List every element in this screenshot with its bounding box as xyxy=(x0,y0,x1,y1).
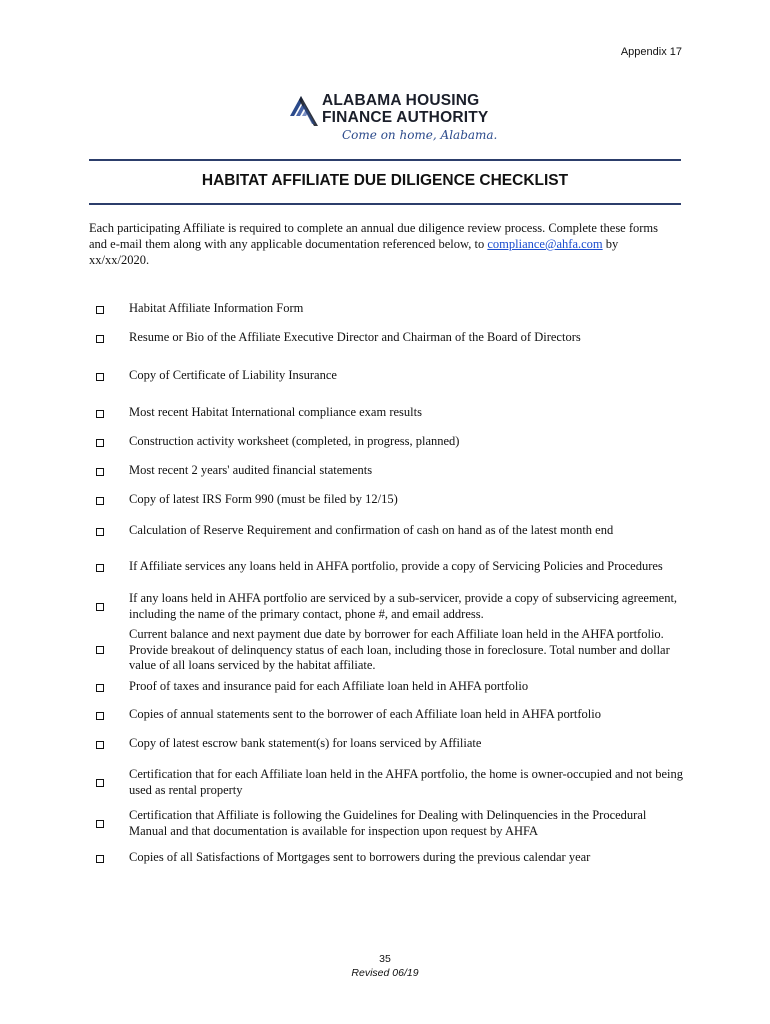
checkbox[interactable] xyxy=(96,741,104,749)
checklist-item-text: Current balance and next payment due date by borrower for each Affiliate loan held in the AHFA portfolio. Provide breakout of delinquency status of each loan, including those in foreclosure. Total number and dollar value of all loans serviced by the habitat affiliate. xyxy=(129,627,670,672)
checklist-item-text: Construction activity worksheet (completed, in progress, planned) xyxy=(129,434,460,448)
checkbox[interactable] xyxy=(96,497,104,505)
checklist-item-text: Proof of taxes and insurance paid for each Affiliate loan held in AHFA portfolio xyxy=(129,679,529,693)
checkbox[interactable] xyxy=(96,712,104,720)
checkbox[interactable] xyxy=(96,779,104,787)
checklist-item-text: Copies of all Satisfactions of Mortgages sent to borrowers during the previous calendar year xyxy=(129,850,591,864)
checkbox[interactable] xyxy=(96,528,104,536)
checkbox[interactable] xyxy=(96,373,104,381)
checklist-item-text: Copy of latest IRS Form 990 (must be filed by 12/15) xyxy=(129,492,398,506)
checklist-item-text: Most recent 2 years' audited financial statements xyxy=(129,463,373,477)
logo-tagline: Come on home, Alabama. xyxy=(342,128,498,142)
checklist-item-text: If any loans held in AHFA portfolio are serviced by a sub-servicer, provide a copy of subservicing agreement, including the name of the primary contact, phone #, and email address. xyxy=(129,591,678,621)
page-title: HABITAT AFFILIATE DUE DILIGENCE CHECKLIST xyxy=(201,172,569,189)
checkbox[interactable] xyxy=(96,646,104,654)
logo-line-2: FINANCE AUTHORITY xyxy=(322,109,489,126)
checklist-item-text: Certification that Affiliate is following the Guidelines for Dealing with Delinquencies in the Procedural Manual and that documentation is available for inspection upon request by AHFA xyxy=(129,808,647,838)
checklist-item-text: Calculation of Reserve Requirement and confirmation of cash on hand as of the latest month end xyxy=(129,523,614,537)
checkbox[interactable] xyxy=(96,439,104,447)
intro-paragraph xyxy=(89,220,679,268)
checklist-item-text: Certification that for each Affiliate loan held in the AHFA portfolio, the home is owner-occupied and not being used as rental property xyxy=(129,767,684,797)
checklist-item-text: Copies of annual statements sent to the borrower of each Affiliate loan held in AHFA portfolio xyxy=(129,707,602,721)
appendix-label: Appendix 17 xyxy=(620,46,682,58)
ahfa-house-icon xyxy=(288,92,322,126)
checklist-item-text: Copy of latest escrow bank statement(s) for loans serviced by Affiliate xyxy=(129,736,482,750)
checklist-item-text: Habitat Affiliate Information Form xyxy=(129,301,304,315)
checkbox[interactable] xyxy=(96,410,104,418)
checkbox[interactable] xyxy=(96,335,104,343)
checklist-item-text: Copy of Certificate of Liability Insurance xyxy=(129,368,337,382)
checkbox[interactable] xyxy=(96,468,104,476)
checklist-item-text: Most recent Habitat International compliance exam results xyxy=(129,405,422,419)
checklist-item-text: If Affiliate services any loans held in AHFA portfolio, provide a copy of Servicing Policies and Procedures xyxy=(129,559,663,573)
checkbox[interactable] xyxy=(96,855,104,863)
checkbox[interactable] xyxy=(96,564,104,572)
checklist-item-text: Resume or Bio of the Affiliate Executive Director and Chairman of the Board of Directors xyxy=(129,330,581,344)
intro-text-after: by xx/xx/2020. xyxy=(89,237,619,267)
revision-date: Revised 06/19 xyxy=(351,967,419,979)
ahfa-logo xyxy=(288,92,498,148)
compliance-email-link[interactable]: compliance@ahfa.com xyxy=(487,237,603,251)
logo-line-1: ALABAMA HOUSING xyxy=(322,92,480,109)
checkbox[interactable] xyxy=(96,684,104,692)
checkbox[interactable] xyxy=(96,820,104,828)
title-rule-bottom xyxy=(89,203,681,205)
intro-text-before: Each participating Affiliate is required to complete an annual due diligence review process. Complete these forms and e-mail them along with any applicable documentation referenced below, to xyxy=(89,221,659,251)
title-rule-top xyxy=(89,159,681,161)
page-footer xyxy=(0,952,770,980)
checkbox[interactable] xyxy=(96,603,104,611)
page-number: 35 xyxy=(379,953,391,965)
checkbox[interactable] xyxy=(96,306,104,314)
